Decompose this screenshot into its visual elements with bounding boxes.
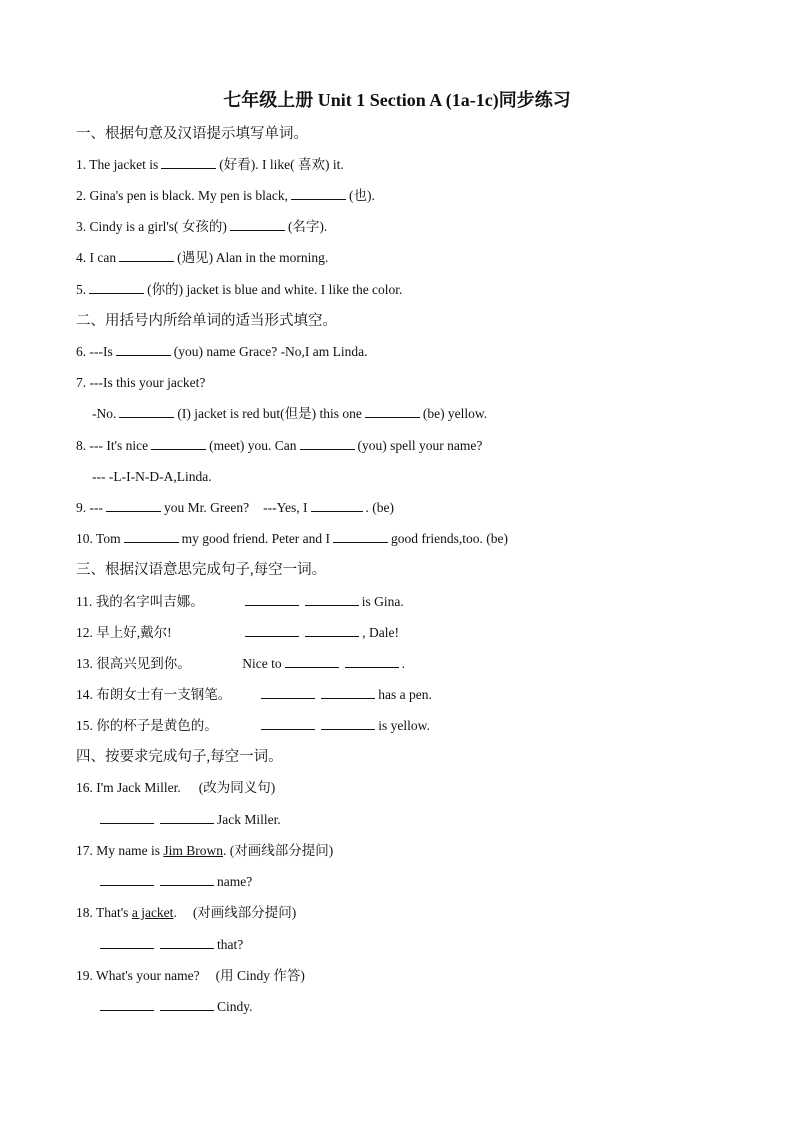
answer-line-17 [100, 872, 252, 892]
question-number: 9. [76, 500, 87, 515]
answer-blank[interactable] [285, 654, 339, 668]
question-number: 14. [76, 687, 93, 702]
answer-blank[interactable] [151, 436, 206, 450]
question-number: 8. [76, 438, 87, 453]
question-text: (meet) you. Can [209, 438, 297, 453]
question-chinese: 我的名字叫吉娜。 [95, 594, 204, 609]
question-text: ---Is [89, 344, 113, 359]
question-text: (也). [349, 188, 375, 203]
answer-blank[interactable] [119, 404, 174, 418]
question-instruction: (用 Cindy 作答) [215, 968, 305, 983]
question-text: That's [96, 905, 129, 920]
question-number: 11. [76, 594, 93, 609]
question-7 [76, 373, 205, 393]
question-text: What's your name? [96, 968, 200, 983]
question-12 [76, 623, 399, 643]
answer-blank[interactable] [261, 685, 315, 699]
answer-blank[interactable] [305, 623, 359, 637]
question-text: my good friend. Peter and I [181, 531, 331, 546]
answer-blank[interactable] [100, 872, 154, 886]
question-15 [76, 716, 430, 736]
question-4 [76, 248, 328, 268]
answer-blank[interactable] [160, 935, 214, 949]
question-text: (you) name Grace? -No,I am Linda. [173, 344, 368, 359]
question-13 [76, 654, 405, 674]
question-text: --- [89, 500, 103, 515]
question-9 [76, 498, 394, 518]
answer-blank[interactable] [160, 810, 214, 824]
question-3 [76, 217, 327, 237]
question-7-line-2 [92, 404, 487, 424]
question-number: 7. [76, 375, 87, 390]
question-number: 2. [76, 188, 87, 203]
question-text: you Mr. Green? [164, 500, 250, 515]
question-number: 12. [76, 625, 93, 640]
question-8-line-2: --- -L-I-N-D-A,Linda. [92, 469, 212, 484]
question-text: (名字). [287, 219, 328, 234]
question-text: Jack Miller. [217, 812, 281, 827]
question-text: , Dale! [362, 625, 399, 640]
question-5 [76, 280, 402, 300]
section-heading-3: 三、根据汉语意思完成句子,每空一词。 [76, 562, 327, 578]
question-6 [76, 342, 368, 362]
answer-blank[interactable] [116, 342, 171, 356]
question-number: 13. [76, 656, 93, 671]
question-text: ---Is this your jacket? [89, 375, 206, 390]
question-text: good friends,too. (be) [391, 531, 509, 546]
answer-blank[interactable] [365, 404, 420, 418]
answer-blank[interactable] [161, 155, 216, 169]
question-text: The jacket is [89, 157, 159, 172]
question-instruction: (改为同义句) [198, 780, 276, 795]
answer-blank[interactable] [321, 716, 375, 730]
answer-blank[interactable] [311, 498, 363, 512]
answer-blank[interactable] [160, 997, 214, 1011]
question-text: is Gina. [361, 594, 404, 609]
question-text: (你的) jacket is blue and white. I like the color. [147, 282, 403, 297]
underlined-phrase: a jacket [131, 905, 174, 920]
question-text: My name is [96, 843, 160, 858]
underlined-phrase: Jim Brown [163, 843, 224, 858]
answer-blank[interactable] [100, 997, 154, 1011]
question-instruction: . (对画线部分提问) [223, 843, 334, 858]
question-text: Nice to [242, 656, 282, 671]
question-number: 4. [76, 250, 87, 265]
section-heading-1: 一、根据句意及汉语提示填写单词。 [76, 126, 308, 142]
answer-blank[interactable] [245, 592, 299, 606]
question-text: I can [89, 250, 117, 265]
answer-blank[interactable] [100, 810, 154, 824]
answer-blank[interactable] [305, 592, 359, 606]
question-text: Cindy. [217, 999, 253, 1014]
answer-blank[interactable] [345, 654, 399, 668]
question-text: . (be) [365, 500, 394, 515]
question-number: 5. [76, 282, 87, 297]
question-17 [76, 841, 333, 861]
question-chinese: 早上好,戴尔! [96, 625, 172, 640]
answer-blank[interactable] [261, 716, 315, 730]
question-10 [76, 529, 508, 549]
question-number: 3. [76, 219, 87, 234]
question-text: ---Yes, I [263, 500, 308, 515]
question-text: Cindy is a girl's( 女孩的) [89, 219, 227, 234]
question-instruction: (对画线部分提问) [192, 905, 297, 920]
question-number: 18. [76, 905, 93, 920]
question-number: 16. [76, 780, 93, 795]
answer-blank[interactable] [160, 872, 214, 886]
question-text: -No. [92, 406, 117, 421]
answer-line-19 [100, 997, 253, 1017]
question-2 [76, 186, 375, 206]
answer-blank[interactable] [106, 498, 161, 512]
question-16 [76, 778, 275, 798]
question-text: that? [217, 937, 244, 952]
answer-blank[interactable] [119, 248, 174, 262]
answer-blank[interactable] [124, 529, 179, 543]
question-number: 10. [76, 531, 93, 546]
question-text: --- It's nice [89, 438, 149, 453]
question-chinese: 布朗女士有一支钢笔。 [96, 687, 232, 702]
section-heading-4: 四、按要求完成句子,每空一词。 [76, 749, 283, 765]
question-18 [76, 903, 296, 923]
answer-blank[interactable] [291, 186, 346, 200]
page-title: 七年级上册 Unit 1 Section A (1a-1c)同步练习 [223, 90, 571, 110]
answer-blank[interactable] [230, 217, 285, 231]
question-8 [76, 436, 482, 456]
section-heading-2: 二、用括号内所给单词的适当形式填空。 [76, 313, 337, 329]
question-text: Gina's pen is black. My pen is black, [89, 188, 289, 203]
answer-blank[interactable] [245, 623, 299, 637]
question-text: is yellow. [378, 718, 430, 733]
question-text: (be) yellow. [422, 406, 488, 421]
question-number: 15. [76, 718, 93, 733]
question-text: (I) jacket is red but(但是) this one [177, 406, 362, 421]
question-number: 17. [76, 843, 93, 858]
answer-blank[interactable] [300, 436, 355, 450]
answer-blank[interactable] [100, 935, 154, 949]
question-19 [76, 966, 305, 986]
question-1 [76, 155, 344, 175]
question-text: I'm Jack Miller. [96, 780, 181, 795]
question-text: . [401, 656, 405, 671]
question-text: (好看). I like( 喜欢) it. [219, 157, 344, 172]
question-text: Tom [96, 531, 121, 546]
question-chinese: 你的杯子是黄色的。 [96, 718, 218, 733]
question-number: 19. [76, 968, 93, 983]
answer-blank[interactable] [89, 280, 144, 294]
question-number: 1. [76, 157, 87, 172]
question-11 [76, 592, 404, 612]
question-text: (you) spell your name? [357, 438, 483, 453]
answer-line-16 [100, 810, 281, 830]
question-text: has a pen. [378, 687, 432, 702]
question-text: name? [217, 874, 253, 889]
question-number: 6. [76, 344, 87, 359]
question-text: (遇见) Alan in the morning. [177, 250, 329, 265]
question-chinese: 很高兴见到你。 [96, 656, 191, 671]
question-text: . [173, 905, 177, 920]
question-14 [76, 685, 432, 705]
answer-blank[interactable] [333, 529, 388, 543]
answer-line-18 [100, 935, 243, 955]
answer-blank[interactable] [321, 685, 375, 699]
